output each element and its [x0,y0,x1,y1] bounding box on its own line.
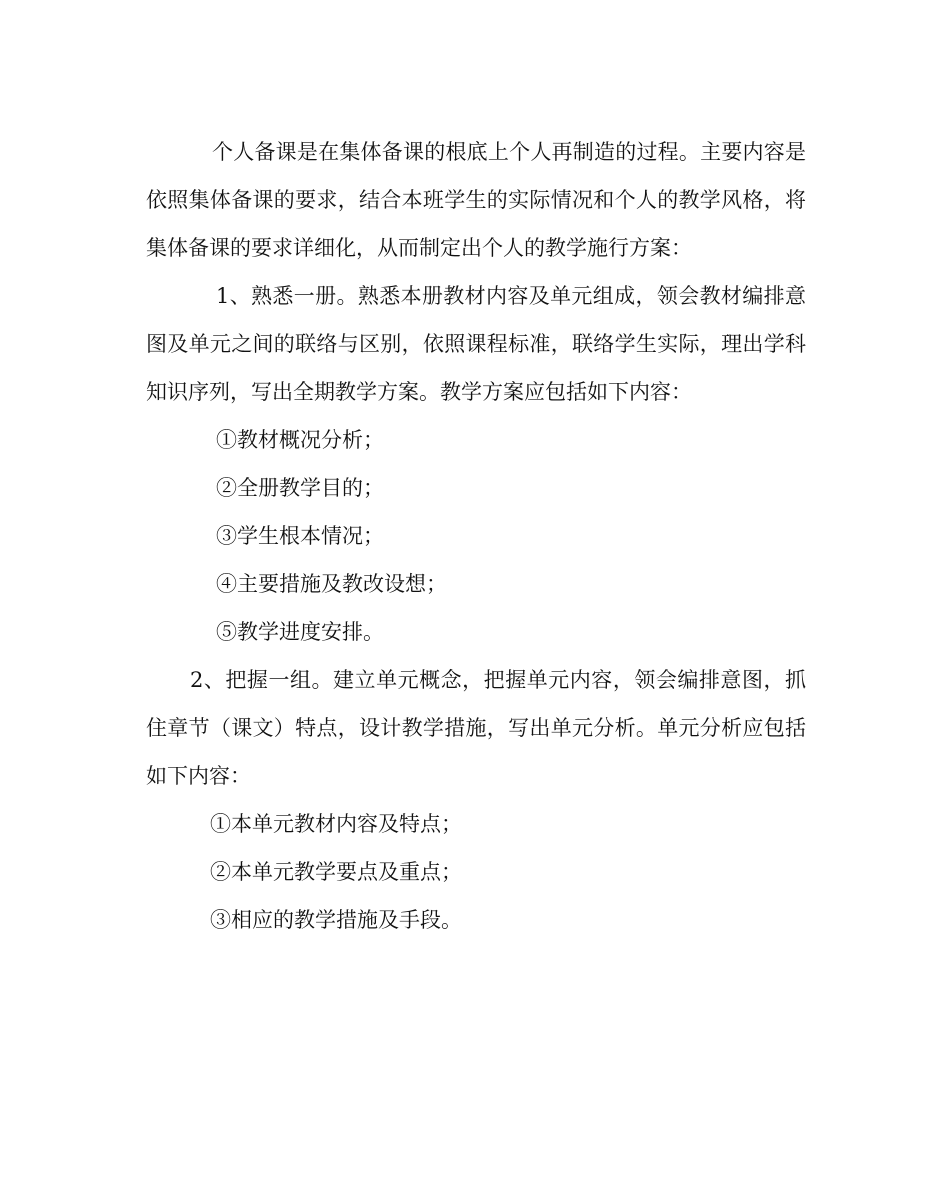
section-1-item: ⑤教学进度安排。 [216,620,384,644]
section-2-item: ②本单元教学要点及重点； [210,860,462,884]
section-2-paragraph: 2、把握一组。建立单元概念，把握单元内容，领会编排意图，抓住章节（课文）特点，设计教学措施，写出单元分析。单元分析应包括如下内容： [146,668,806,788]
section-1-item: ②全册教学目的； [216,476,384,500]
section-1-item: ③学生根本情况； [216,524,384,548]
section-2-item: ①本单元教材内容及特点； [210,812,462,836]
section-1-item: ④主要措施及教改设想； [216,572,447,596]
section-2-item: ③相应的教学措施及手段。 [210,908,462,932]
section-1-item: ①教材概况分析； [216,428,384,452]
intro-paragraph: 个人备课是在集体备课的根底上个人再制造的过程。主要内容是依照集体备课的要求，结合本班学生的实际情况和个人的教学风格，将集体备课的要求详细化，从而制定出个人的教学施行方案： [146,140,806,260]
section-1-paragraph: 1、熟悉一册。熟悉本册教材内容及单元组成，领会教材编排意图及单元之间的联络与区别，依照课程标准，联络学生实际，理出学科知识序列，写出全期教学方案。教学方案应包括如下内容： [146,284,806,404]
document-body [146,128,806,944]
